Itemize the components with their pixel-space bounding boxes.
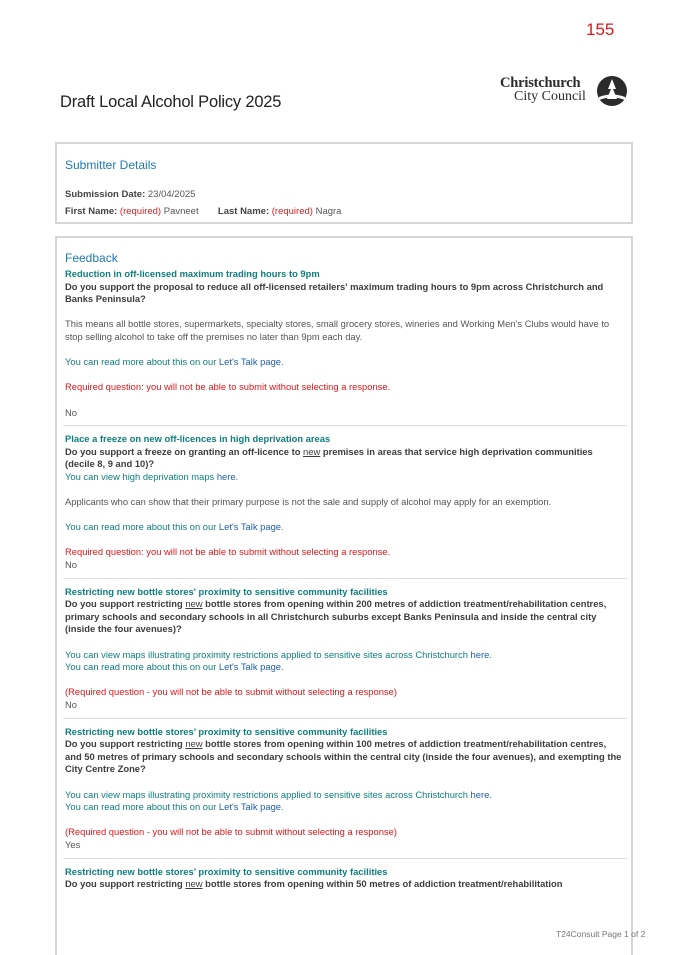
question-text: Do you support restricting new bottle stores from opening within 50 metres of addiction treatment/rehabilitation xyxy=(65,878,563,890)
answer-value: Yes xyxy=(65,838,81,850)
divider xyxy=(63,718,627,719)
question-text: Do you support the proposal to reduce all off-licensed retailers' maximum trading hours to 9pm across Christchurch and Banks Peninsula? xyxy=(65,280,604,305)
required-notice: Required question: you will not be able to submit without selecting a response. xyxy=(65,381,391,393)
feedback-heading: Feedback xyxy=(65,251,118,265)
lets-talk-link[interactable]: Let's Talk page xyxy=(218,661,281,673)
question-title: Restricting new bottle stores’ proximity to sensitive community facilities xyxy=(65,725,388,737)
proximity-maps-link[interactable]: here xyxy=(470,788,490,800)
feedback-panel xyxy=(55,236,633,955)
question-description: Applicants who can show that their primary purpose is not the sale and supply of alcohol may apply for an exemption. xyxy=(65,496,552,508)
question-title: Reduction in off-licensed maximum trading hours to 9pm xyxy=(65,268,320,279)
question-block xyxy=(65,268,625,419)
lets-talk-link[interactable]: Let's Talk page xyxy=(218,801,281,813)
question-block xyxy=(65,726,625,852)
required-notice: (Required question - you will not be able to submit without selecting a response) xyxy=(65,826,397,838)
question-block xyxy=(65,586,625,712)
required-tag: (required) xyxy=(271,206,313,217)
submission-date-row xyxy=(65,189,195,200)
question-text: Do you support restricting new bottle stores from opening within 100 metres of addiction treatment/rehabilitation centres, and 50 metres of primary schools and secondary schools within the central city (inside the four avenues), and exempting the City Centre Zone? xyxy=(65,738,622,775)
answer-value: No xyxy=(65,559,77,571)
answer-value: No xyxy=(65,406,77,418)
read-more-line: You can read more about this on our Let's Talk page. xyxy=(65,801,284,813)
question-description: This means all bottle stores, supermarkets, specialty stores, small grocery stores, wineries and Working Men’s Clubs would have to stop selling alcohol to take off the premises no later than 9pm each day. xyxy=(65,318,610,342)
required-tag: (required) xyxy=(119,206,162,217)
name-row xyxy=(65,206,341,217)
read-more-line: You can read more about this on our Let's Talk page. xyxy=(65,356,284,368)
deprivation-maps-link[interactable]: here xyxy=(216,470,236,482)
feedback-content xyxy=(65,268,625,891)
question-block xyxy=(65,433,625,572)
divider xyxy=(63,425,627,426)
submitter-details-heading: Submitter Details xyxy=(65,158,157,172)
last-name-label: Last Name: xyxy=(217,206,270,217)
answer-value: No xyxy=(65,699,77,710)
council-logo xyxy=(500,76,630,106)
last-name-value: Nagra xyxy=(315,206,342,217)
document-title: Draft Local Alcohol Policy 2025 xyxy=(60,93,282,111)
page-footer: T24Consult Page 1 of 2 xyxy=(556,929,646,939)
proximity-maps-link[interactable]: here xyxy=(470,648,490,660)
required-notice: (Required question - you will not be able to submit without selecting a response) xyxy=(65,686,397,698)
logo-line-2: City Council xyxy=(514,89,586,104)
required-notice: Required question: you will not be able to submit without selecting a response. xyxy=(65,546,391,558)
read-more-line: You can read more about this on our Let's Talk page. xyxy=(65,661,284,673)
first-name-label: First Name: xyxy=(65,206,118,217)
council-logo-icon xyxy=(596,75,628,107)
maps-line: You can view maps illustrating proximity restrictions applied to sensitive sites across Christchurch here. xyxy=(65,788,492,800)
question-text: Do you support restricting new bottle stores from opening within 200 metres of addiction treatment/rehabilitation centres, primary schools and secondary schools in all Christchurch suburbs except Banks Peninsula and inside the central city (inside the four avenues)? xyxy=(65,598,607,635)
maps-line: You can view maps illustrating proximity restrictions applied to sensitive sites across Christchurch here. xyxy=(65,648,492,660)
lets-talk-link[interactable]: Let's Talk page xyxy=(218,521,281,533)
logo-line-1: Christchurch xyxy=(500,75,581,91)
question-text: Do you support a freeze on granting an off-licence to new premises in areas that service high deprivation communities (decile 8, 9 and 10)? xyxy=(65,445,593,470)
page-number: 155 xyxy=(586,20,615,39)
submission-date-value: 23/04/2025 xyxy=(147,189,196,200)
submitter-details-panel xyxy=(55,142,633,224)
divider xyxy=(63,578,627,579)
read-more-line: You can read more about this on our Let's Talk page. xyxy=(65,521,284,533)
question-title: Restricting new bottle stores’ proximity to sensitive community facilities xyxy=(65,865,388,877)
maps-line: You can view high deprivation maps here. xyxy=(65,470,239,482)
question-title: Place a freeze on new off-licences in high deprivation areas xyxy=(65,433,331,445)
question-title: Restricting new bottle stores' proximity to sensitive community facilities xyxy=(65,585,388,597)
submission-date-label: Submission Date: xyxy=(65,189,146,200)
first-name-value: Pavneet xyxy=(163,206,199,217)
question-block xyxy=(65,866,625,891)
divider xyxy=(63,858,627,859)
lets-talk-link[interactable]: Let's Talk page xyxy=(218,356,281,368)
